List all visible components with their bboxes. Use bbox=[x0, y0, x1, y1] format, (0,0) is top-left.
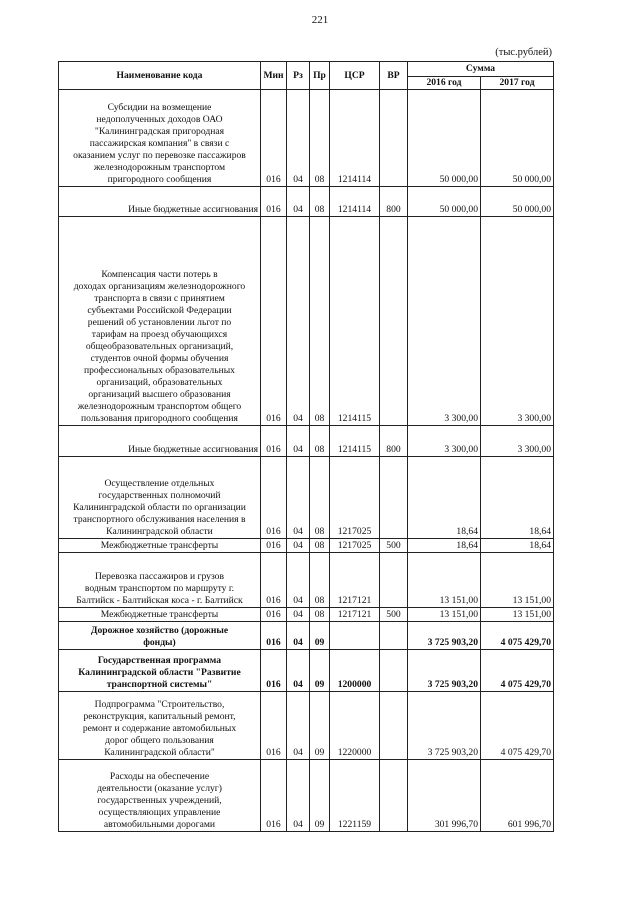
row-pr: 09 bbox=[310, 650, 330, 692]
row-sum-2017: 4 075 429,70 bbox=[481, 692, 554, 760]
page-number: 221 bbox=[311, 14, 329, 26]
row-pr: 08 bbox=[310, 608, 330, 622]
row-name: Межбюджетные трансферты bbox=[59, 539, 261, 553]
table-row bbox=[59, 457, 554, 539]
row-vr: 500 bbox=[380, 608, 408, 622]
row-sum-2016: 3 300,00 bbox=[408, 217, 481, 426]
header-csr: ЦСР bbox=[330, 62, 380, 90]
row-min: 016 bbox=[261, 553, 287, 608]
row-min: 016 bbox=[261, 217, 287, 426]
row-vr bbox=[380, 692, 408, 760]
header-min: Мин bbox=[261, 62, 287, 90]
row-sum-2017: 13 151,00 bbox=[481, 608, 554, 622]
row-sum-2016: 18,64 bbox=[408, 539, 481, 553]
row-rz: 04 bbox=[287, 760, 310, 832]
row-sum-2016: 50 000,00 bbox=[408, 90, 481, 187]
row-sum-2016: 18,64 bbox=[408, 457, 481, 539]
row-min: 016 bbox=[261, 622, 287, 650]
row-name: Иные бюджетные ассигнования bbox=[59, 426, 261, 457]
row-sum-2017: 4 075 429,70 bbox=[481, 650, 554, 692]
row-sum-2017: 3 300,00 bbox=[481, 217, 554, 426]
row-min: 016 bbox=[261, 539, 287, 553]
row-min: 016 bbox=[261, 90, 287, 187]
row-sum-2017: 50 000,00 bbox=[481, 187, 554, 217]
table-row bbox=[59, 426, 554, 457]
row-rz: 04 bbox=[287, 217, 310, 426]
row-rz: 04 bbox=[287, 187, 310, 217]
row-pr: 08 bbox=[310, 217, 330, 426]
row-csr: 1217025 bbox=[330, 539, 380, 553]
row-rz: 04 bbox=[287, 553, 310, 608]
row-csr: 1217025 bbox=[330, 457, 380, 539]
table-row bbox=[59, 650, 554, 692]
row-rz: 04 bbox=[287, 622, 310, 650]
row-csr: 1221159 bbox=[330, 760, 380, 832]
row-rz: 04 bbox=[287, 90, 310, 187]
header-name: Наименование кода bbox=[59, 62, 261, 90]
row-csr: 1214115 bbox=[330, 426, 380, 457]
row-min: 016 bbox=[261, 608, 287, 622]
row-vr: 800 bbox=[380, 426, 408, 457]
row-vr bbox=[380, 760, 408, 832]
table-row bbox=[59, 539, 554, 553]
row-sum-2016: 50 000,00 bbox=[408, 187, 481, 217]
row-vr: 500 bbox=[380, 539, 408, 553]
row-pr: 09 bbox=[310, 622, 330, 650]
row-min: 016 bbox=[261, 187, 287, 217]
header-pr: Пр bbox=[310, 62, 330, 90]
header-rz: Рз bbox=[287, 62, 310, 90]
row-vr bbox=[380, 650, 408, 692]
row-name: Осуществление отдельных государственных полномочий Калининградской области по организации транспортного обслуживания населения в Калининградской области bbox=[59, 457, 261, 539]
row-min: 016 bbox=[261, 760, 287, 832]
row-pr: 08 bbox=[310, 187, 330, 217]
row-sum-2017: 13 151,00 bbox=[481, 553, 554, 608]
row-name: Государственная программа Калининградской области "Развитие транспортной системы" bbox=[59, 650, 261, 692]
header-vr: ВР bbox=[380, 62, 408, 90]
header-year-2017: 2017 год bbox=[481, 77, 554, 90]
row-name: Иные бюджетные ассигнования bbox=[59, 187, 261, 217]
row-name: Подпрограмма "Строительство, реконструкция, капитальный ремонт, ремонт и содержание автомобильных дорог общего пользования Калининградской области" bbox=[59, 692, 261, 760]
row-vr bbox=[380, 622, 408, 650]
row-sum-2016: 3 300,00 bbox=[408, 426, 481, 457]
row-min: 016 bbox=[261, 650, 287, 692]
row-min: 016 bbox=[261, 692, 287, 760]
row-rz: 04 bbox=[287, 457, 310, 539]
row-vr bbox=[380, 217, 408, 426]
row-pr: 09 bbox=[310, 692, 330, 760]
row-min: 016 bbox=[261, 457, 287, 539]
row-pr: 08 bbox=[310, 553, 330, 608]
row-rz: 04 bbox=[287, 692, 310, 760]
row-sum-2016: 13 151,00 bbox=[408, 608, 481, 622]
table-row bbox=[59, 553, 554, 608]
row-rz: 04 bbox=[287, 539, 310, 553]
row-name: Субсидии на возмещение недополученных доходов ОАО "Калининградская пригородная пассажирская компания" в связи с оказанием услуг по перевозке пассажиров железнодорожным транспортом пригородного сообщения bbox=[59, 90, 261, 187]
row-pr: 08 bbox=[310, 539, 330, 553]
row-csr: 1220000 bbox=[330, 692, 380, 760]
row-sum-2016: 3 725 903,20 bbox=[408, 692, 481, 760]
row-csr: 1217121 bbox=[330, 553, 380, 608]
row-sum-2017: 18,64 bbox=[481, 539, 554, 553]
table-row bbox=[59, 760, 554, 832]
table-row bbox=[59, 608, 554, 622]
row-name: Межбюджетные трансферты bbox=[59, 608, 261, 622]
row-sum-2017: 3 300,00 bbox=[481, 426, 554, 457]
row-rz: 04 bbox=[287, 426, 310, 457]
row-min: 016 bbox=[261, 426, 287, 457]
table-row bbox=[59, 187, 554, 217]
table-row bbox=[59, 90, 554, 187]
row-sum-2017: 50 000,00 bbox=[481, 90, 554, 187]
row-name: Перевозка пассажиров и грузов водным транспортом по маршруту г. Балтийск - Балтийская коса - г. Балтийск bbox=[59, 553, 261, 608]
row-vr bbox=[380, 553, 408, 608]
table-row bbox=[59, 692, 554, 760]
row-sum-2016: 3 725 903,20 bbox=[408, 650, 481, 692]
budget-table bbox=[58, 61, 554, 832]
row-csr bbox=[330, 622, 380, 650]
row-rz: 04 bbox=[287, 608, 310, 622]
row-csr: 1214114 bbox=[330, 187, 380, 217]
row-sum-2017: 601 996,70 bbox=[481, 760, 554, 832]
row-name: Компенсация части потерь в доходах организациям железнодорожного транспорта в связи с принятием субъектами Российской Федерации решений об установлении льгот по тарифам на проезд обучающихся общеобразовательных организаций, студентов очной формы обучения профессиональных образовательных организаций, образовательных организаций высшего образования железнодорожным транспортом общего пользования пригородного сообщения bbox=[59, 217, 261, 426]
units-label: (тыс.рублей) bbox=[495, 47, 552, 58]
row-csr: 1200000 bbox=[330, 650, 380, 692]
row-csr: 1214114 bbox=[330, 90, 380, 187]
header-year-2016: 2016 год bbox=[408, 77, 481, 90]
row-rz: 04 bbox=[287, 650, 310, 692]
row-vr: 800 bbox=[380, 187, 408, 217]
row-vr bbox=[380, 457, 408, 539]
row-csr: 1217121 bbox=[330, 608, 380, 622]
row-sum-2016: 301 996,70 bbox=[408, 760, 481, 832]
row-pr: 09 bbox=[310, 760, 330, 832]
row-vr bbox=[380, 90, 408, 187]
row-name: Дорожное хозяйство (дорожные фонды) bbox=[59, 622, 261, 650]
row-pr: 08 bbox=[310, 426, 330, 457]
table-row bbox=[59, 622, 554, 650]
row-name: Расходы на обеспечение деятельности (оказание услуг) государственных учреждений, осуществляющих управление автомобильными дорогами bbox=[59, 760, 261, 832]
table-row bbox=[59, 217, 554, 426]
row-pr: 08 bbox=[310, 457, 330, 539]
row-csr: 1214115 bbox=[330, 217, 380, 426]
row-sum-2016: 13 151,00 bbox=[408, 553, 481, 608]
row-sum-2017: 4 075 429,70 bbox=[481, 622, 554, 650]
row-sum-2017: 18,64 bbox=[481, 457, 554, 539]
header-sum: Сумма bbox=[408, 62, 554, 77]
row-sum-2016: 3 725 903,20 bbox=[408, 622, 481, 650]
row-pr: 08 bbox=[310, 90, 330, 187]
